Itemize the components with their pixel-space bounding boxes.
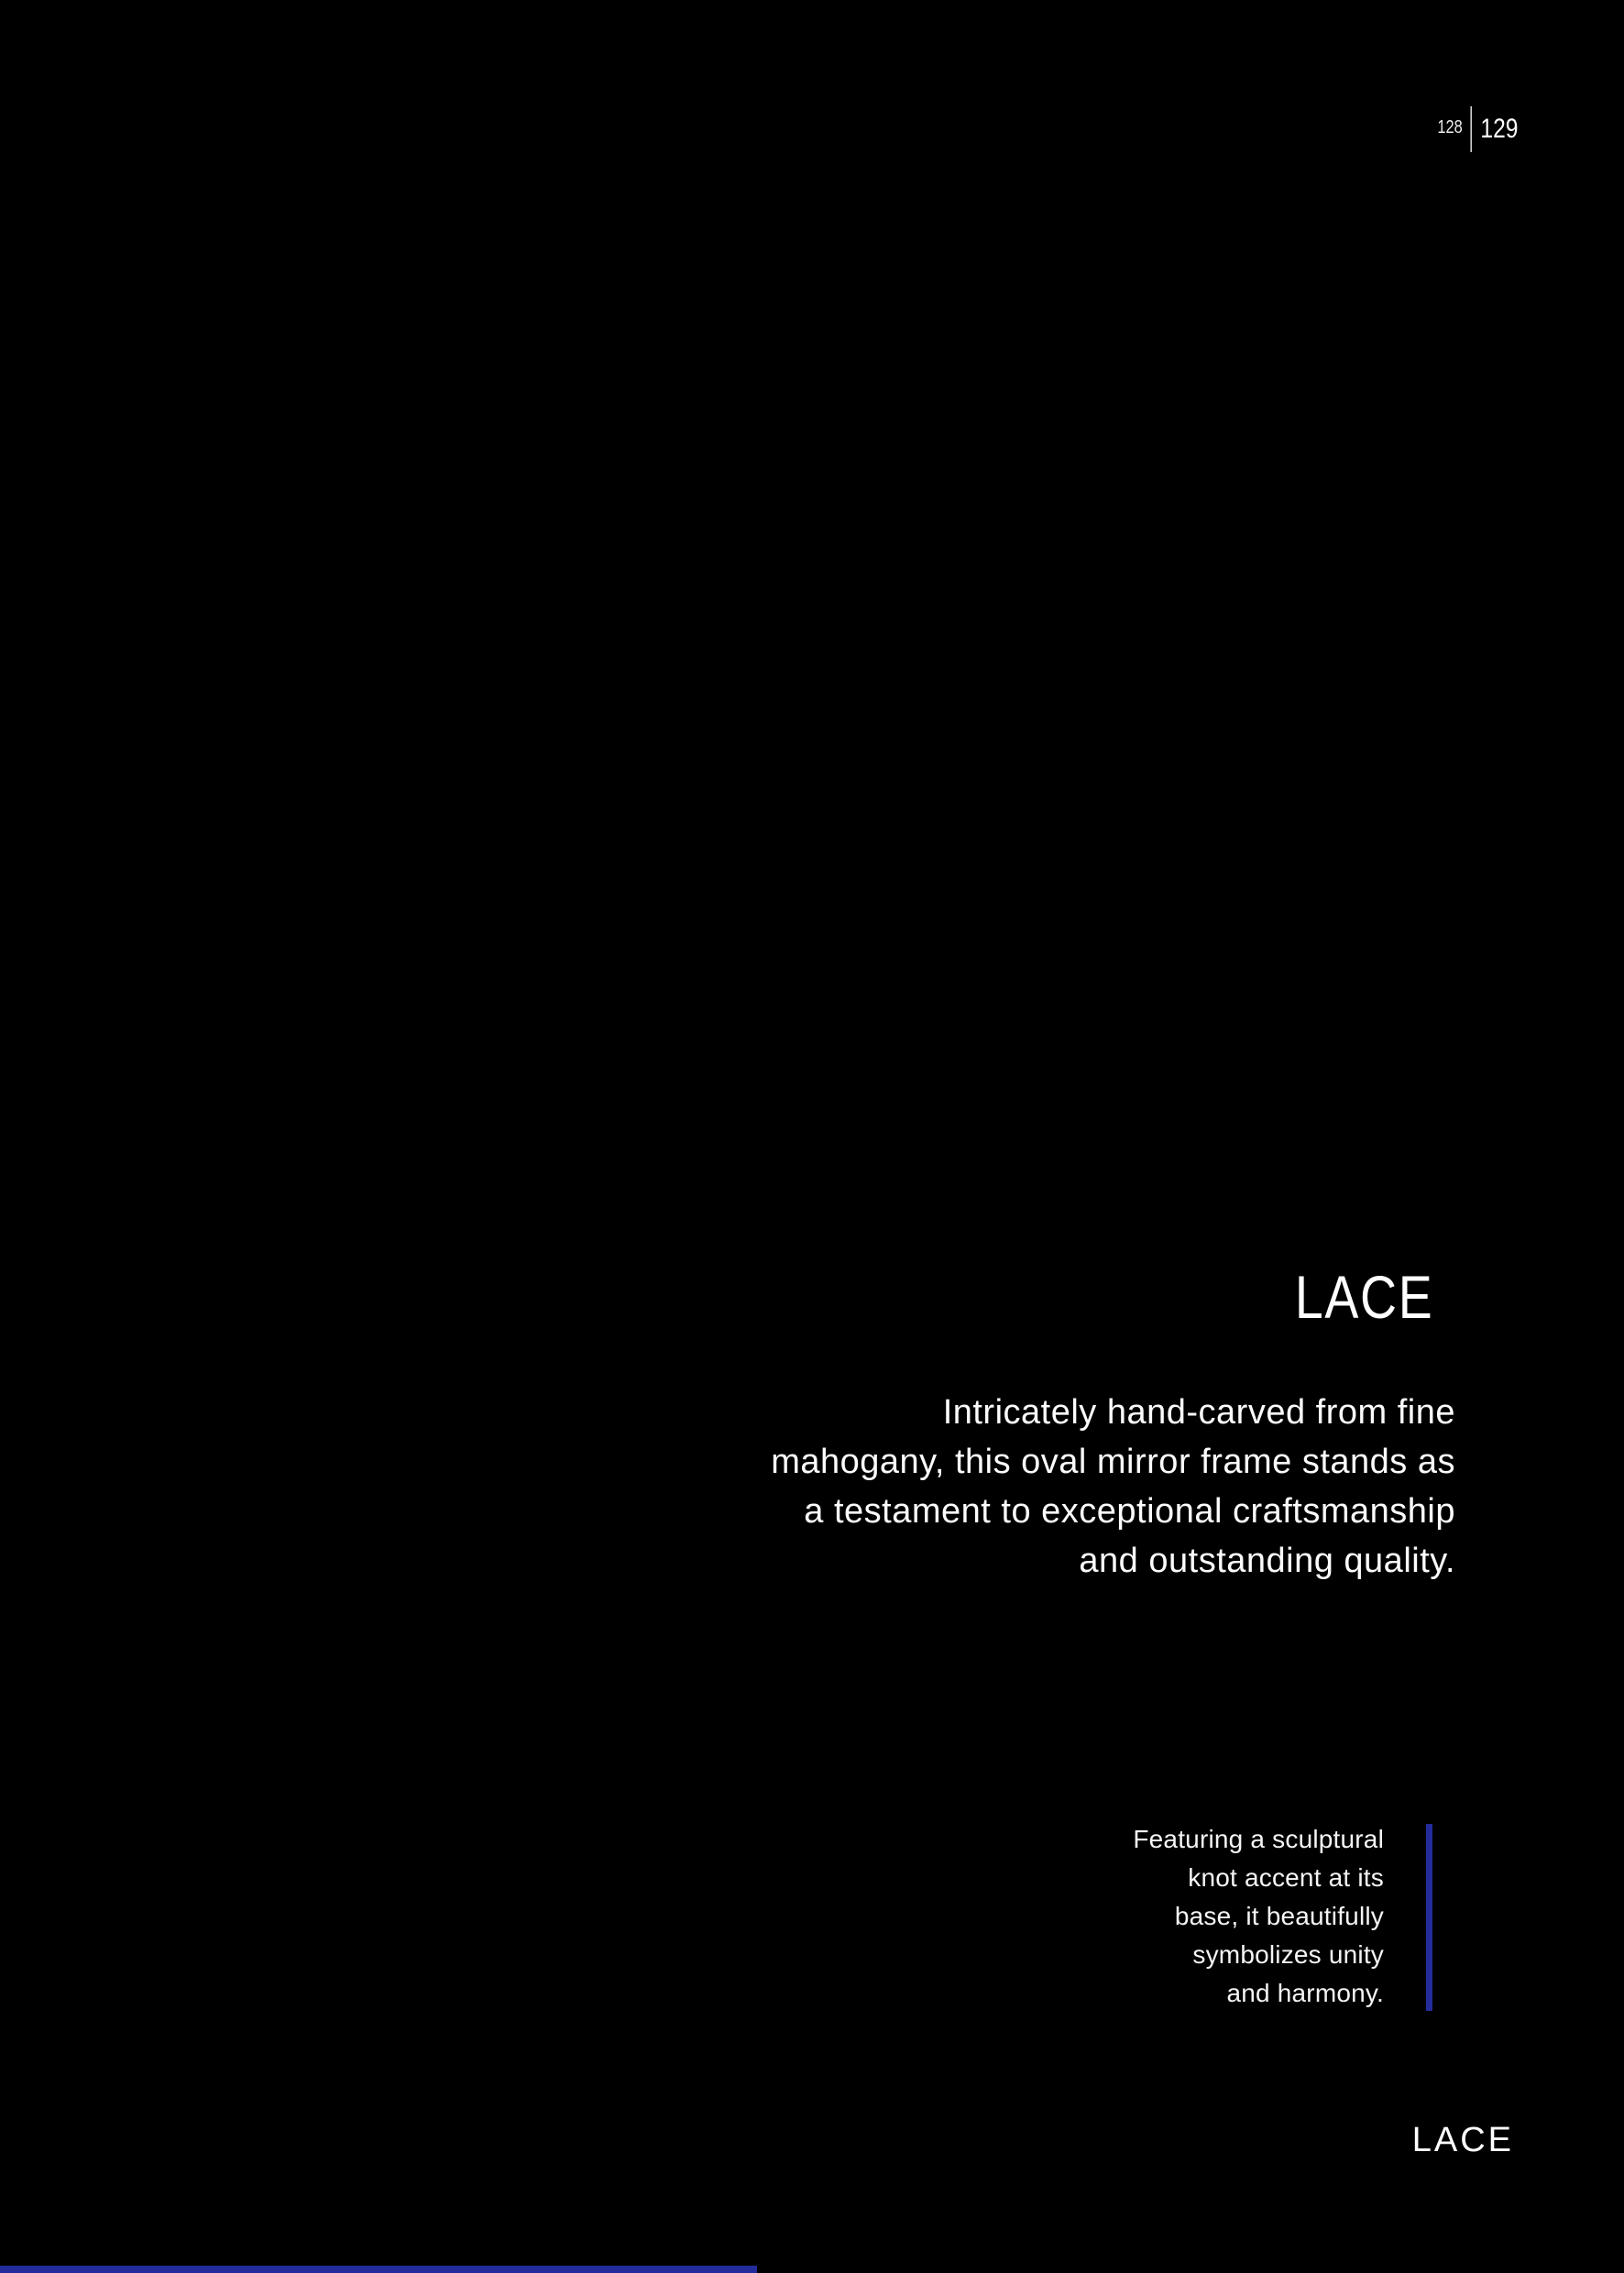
caption-line-3: base, it beautifully bbox=[1174, 1902, 1384, 1930]
description-line-1: Intricately hand-carved from fine bbox=[942, 1393, 1455, 1432]
bottom-accent-bar bbox=[0, 2266, 757, 2273]
caption-accent-line bbox=[1426, 1824, 1432, 2011]
product-title: LACE bbox=[1294, 1263, 1433, 1331]
page-number-divider bbox=[1470, 106, 1472, 152]
product-description bbox=[771, 1388, 1455, 1586]
description-line-4: and outstanding quality. bbox=[1079, 1542, 1455, 1580]
description-line-3: a testament to exceptional craftsmanship bbox=[804, 1492, 1455, 1531]
page-numbers bbox=[1437, 106, 1518, 152]
footer-product-name: LACE bbox=[1411, 2121, 1514, 2159]
caption-line-1: Featuring a sculptural bbox=[1133, 1825, 1384, 1853]
page-number-right: 129 bbox=[1479, 114, 1518, 144]
caption-line-4: symbolizes unity bbox=[1192, 1940, 1384, 1969]
caption-line-2: knot accent at its bbox=[1188, 1863, 1384, 1892]
product-caption bbox=[1133, 1820, 1384, 2013]
page-number-left: 128 bbox=[1436, 117, 1463, 137]
caption-line-5: and harmony. bbox=[1226, 1979, 1384, 2007]
description-line-2: mahogany, this oval mirror frame stands as bbox=[771, 1443, 1455, 1481]
